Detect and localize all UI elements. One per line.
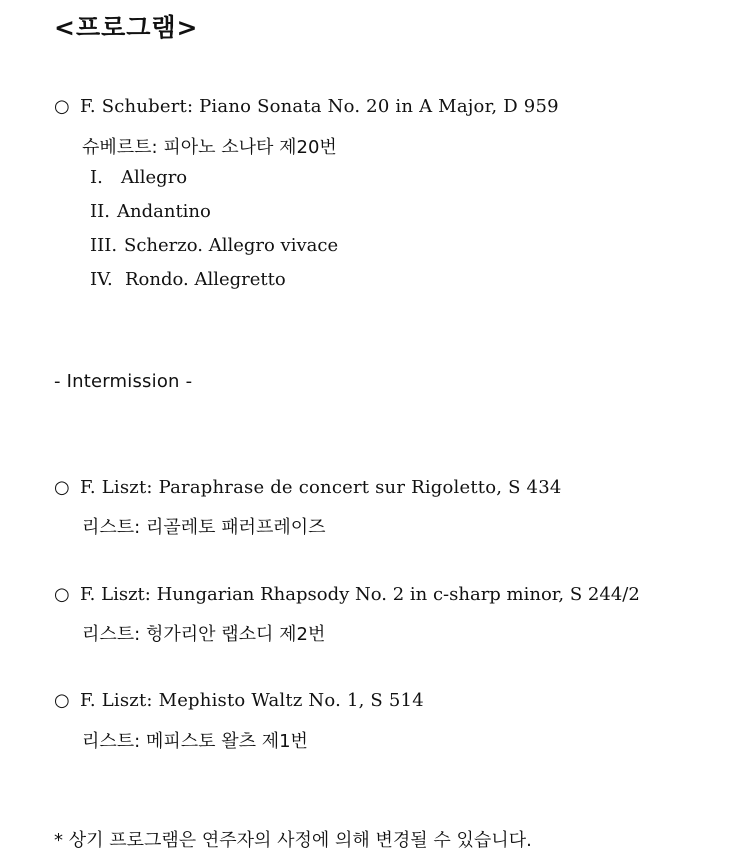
piece-title-ko: 리스트: 리골레토 패러프레이즈: [82, 517, 326, 538]
movement-name: Andantino: [117, 201, 211, 222]
bullet-icon: ○: [54, 96, 70, 117]
piece-title-ko: 리스트: 헝가리안 랩소디 제2번: [82, 624, 326, 645]
movement-number: I.: [90, 167, 103, 188]
bullet-icon: ○: [54, 690, 70, 711]
movement-name: Scherzo. Allegro vivace: [124, 235, 339, 256]
piece-title-ko: 리스트: 메피스토 왈츠 제1번: [82, 731, 308, 752]
intermission-label: - Intermission -: [54, 371, 193, 392]
movement-number: IV.: [90, 269, 113, 290]
piece-title-en: F. Liszt: Paraphrase de concert sur Rigoletto, S 434: [80, 477, 562, 498]
movement-item: [90, 269, 286, 290]
piece-title-en: F. Liszt: Hungarian Rhapsody No. 2 in c-sharp minor, S 244/2: [80, 584, 640, 605]
program-title: <프로그램>: [54, 13, 199, 42]
program-item-hungarian-rhapsody: [54, 584, 640, 605]
movement-number: III.: [90, 235, 118, 256]
program-item-schubert: [54, 96, 559, 117]
movement-number: II.: [90, 201, 110, 222]
piece-title-en: F. Schubert: Piano Sonata No. 20 in A Major, D 959: [80, 96, 559, 117]
piece-title-ko: 슈베르트: 피아노 소나타 제20번: [82, 137, 337, 158]
movement-item: [90, 201, 211, 222]
piece-title-en: F. Liszt: Mephisto Waltz No. 1, S 514: [80, 690, 424, 711]
program-item-mephisto-waltz: [54, 690, 424, 711]
bullet-icon: ○: [54, 477, 70, 498]
program-item-rigoletto: [54, 477, 562, 498]
movement-name: Allegro: [121, 167, 188, 188]
movement-item: [90, 235, 338, 256]
movement-name: Rondo. Allegretto: [125, 269, 286, 290]
footnote: * 상기 프로그램은 연주자의 사정에 의해 변경될 수 있습니다.: [54, 830, 532, 851]
movement-item: [90, 167, 187, 188]
bullet-icon: ○: [54, 584, 70, 605]
